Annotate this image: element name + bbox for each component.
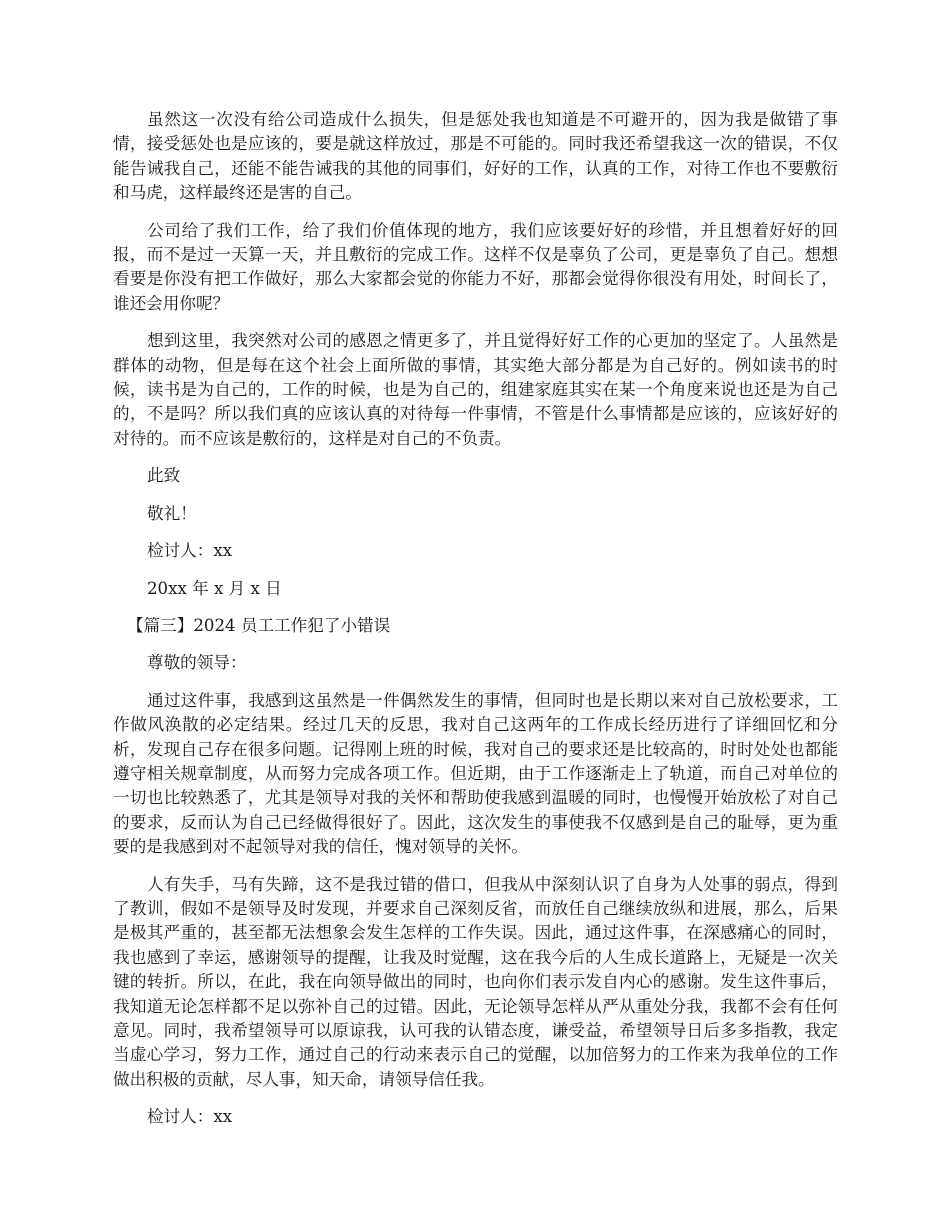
section-title: 【篇三】2024 员工工作犯了小错误 [127,615,391,635]
paragraph-4: 通过这件事，我感到这虽然是一件偶然发生的事情，但同时也是长期以来对自己放松要求，工作做风涣散的必定结果。经过几天的反思，我对自己这两年的工作成长经历进行了详细回忆和分析，发现自己存在很多问题。记得刚上班的时候，我对自己的要求还是比较高的，时时处处也都能遵守相关规章制度，从而努力完成各项工作。但近期，由于工作逐渐走上了轨道，而自己对单位的一切也比较熟悉了，尤其是领导对我的关怀和帮助使我感到温暖的同时，也慢慢开始放松了对自己的要求，反而认为自己已经做得很好了。因此，这次发生的事使我不仅感到是自己的耻辱，更为重要的是我感到对不起领导对我的信任，愧对领导的关怀。 [113,690,838,857]
salutation: 尊敬的领导： [147,653,247,673]
paragraph-5: 人有失手，马有失蹄，这不是我过错的借口，但我从中深刻认识了自身为人处事的弱点，得到了教训，假如不是领导及时发现，并要求自己深刻反省，而放任自己继续放纵和进展，那么，后果是极其严重的，甚至都无法想象会发生怎样的工作失误。因此，通过这件事，在深感痛心的同时，我也感到了幸运，感谢领导的提醒，让我及时觉醒，这在我今后的人生成长道路上，无疑是一次关键的转折。所以，在此，我在向领导做出的同时，也向你们表示发自内心的感谢。发生这件事后，我知道无论怎样都不足以弥补自己的过错。因此，无论领导怎样从严从重处分我，我都不会有任何意见。同时，我希望领导可以原谅我，认可我的认错态度，谦受益，希望领导日后多多指教，我定当虚心学习，努力工作，通过自己的行动来表示自己的觉醒，以加倍努力的工作来为我单位的工作做出积极的贡献，尽人事，知天命，请领导信任我。 [113,874,838,1089]
closing-line-2: 敬礼！ [147,503,197,523]
document-page [113,108,838,1143]
paragraph-3: 想到这里，我突然对公司的感恩之情更多了，并且觉得好好工作的心更加的坚定了。人虽然是群体的动物，但是每在这个社会上面所做的事情，其实绝大部分都是为自己好的。例如读书的时候，读书是为自己的，工作的时候，也是为自己的，组建家庭其实在某一个角度来说也还是为自己的，不是吗？所以我们真的应该认真的对待每一件事情，不管是什么事情都是应该的，应该好好的对待的。而不应该是敷衍的，这样是对自己的不负责。 [113,331,838,448]
date-line: 20xx 年 x 月 x 日 [147,578,282,598]
closing-line-1: 此致 [147,466,181,486]
paragraph-1: 虽然这一次没有给公司造成什么损失，但是惩处我也知道是不可避开的，因为我是做错了事情，接受惩处也是应该的，要是就这样放过，那是不可能的。同时我还希望我这一次的错误，不仅能告诫我自己，还能不能告诫我的其他的同事们，好好的工作，认真的工作，对待工作也不要敷衍和马虎，这样最终还是害的自己。 [113,110,838,203]
paragraph-2: 公司给了我们工作，给了我们价值体现的地方，我们应该要好好的珍惜，并且想着好好的回报，而不是过一天算一天，并且敷衍的完成工作。这样不仅是辜负了公司，更是辜负了自己。想想看要是你没有把工作做好，那么大家都会觉的你能力不好，那都会觉得你很没有用处，时间长了，谁还会用你呢？ [113,220,838,313]
signer-line-1: 检讨人：xx [147,541,233,561]
signer-line-2: 检讨人：xx [147,1107,233,1127]
